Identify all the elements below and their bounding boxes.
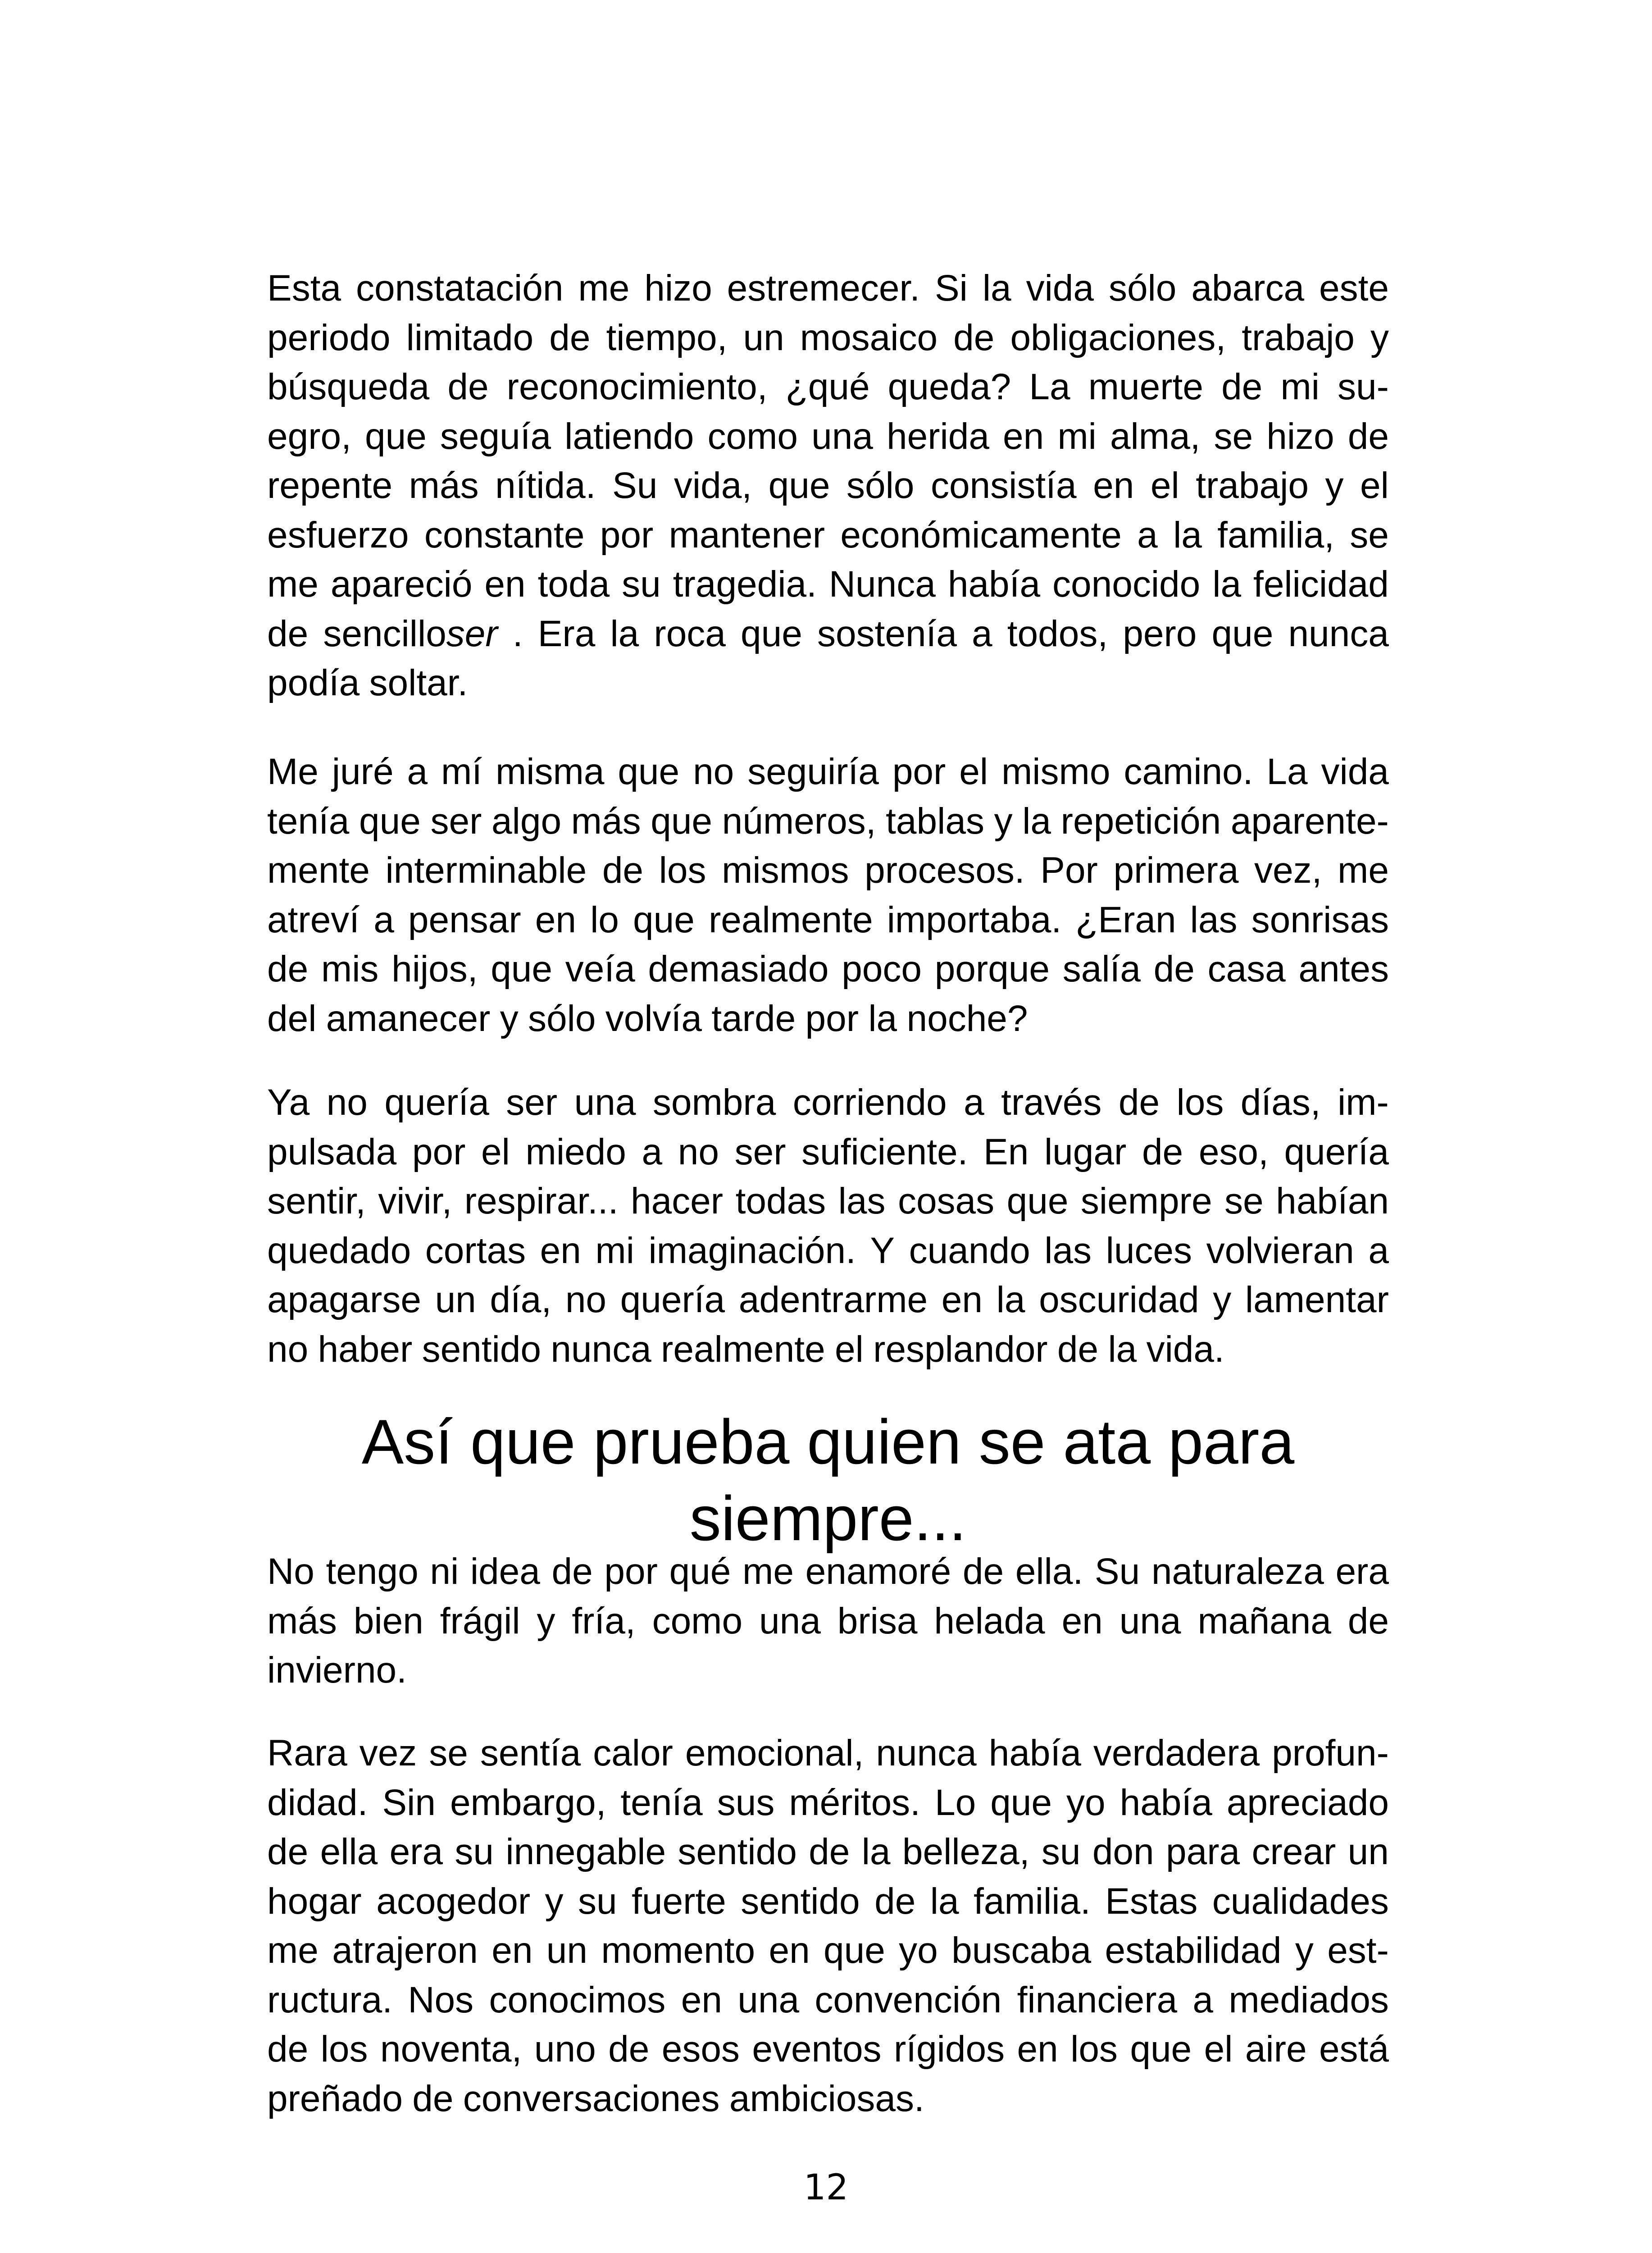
text-line: más bien frágil y fría, como una brisa helada en una mañana de [267, 1600, 1389, 1642]
text-line: Esta constatación me hizo estremecer. Si la vida sólo abarca este [267, 268, 1389, 309]
text-line: mente interminable de los mismos procesos. Por primera vez, me [267, 850, 1389, 891]
page-number: 12 [803, 2167, 849, 2208]
text-line: invierno. [267, 1650, 407, 1691]
text-line: ructura. Nos conocimos en una convención financiera a mediados [267, 1979, 1389, 2020]
text-line: me apareció en toda su tragedia. Nunca había conocido la felicidad [267, 564, 1389, 605]
paragraph-2 [267, 747, 1389, 1043]
text-line: periodo limitado de tiempo, un mosaico de obligaciones, trabajo y [267, 317, 1389, 358]
heading-line: Así que prueba quien se ata para [361, 1406, 1295, 1477]
text-line: podía soltar. [267, 662, 468, 703]
text-line: No tengo ni idea de por qué me enamoré de ella. Su naturaleza era [267, 1551, 1389, 1592]
text-line: me atrajeron en un momento en que yo buscaba estabilidad y est- [267, 1930, 1389, 1971]
text-line: de los noventa, uno de esos eventos rígidos en los que el aire está [267, 2029, 1389, 2070]
text-line: sentir, vivir, respirar... hacer todas las cosas que siempre se habían [267, 1181, 1389, 1222]
text-line: didad. Sin embargo, tenía sus méritos. Lo que yo había apreciado [267, 1782, 1389, 1823]
text-line: hogar acogedor y su fuerte sentido de la familia. Estas cualidades [267, 1880, 1389, 1922]
paragraph-3 [267, 1078, 1389, 1374]
text-line: quedado cortas en mi imaginación. Y cuando las luces volvieran a [267, 1230, 1389, 1271]
text-line: de ella era su innegable sentido de la belleza, su don para crear un [267, 1831, 1389, 1872]
text-line: del amanecer y sólo volvía tarde por la noche? [267, 998, 1028, 1039]
section-heading [267, 1404, 1389, 1557]
paragraph-4 [267, 1547, 1389, 1695]
text-line: repente más nítida. Su vida, que sólo consistía en el trabajo y el [267, 465, 1389, 506]
text-line: tenía que ser algo más que números, tablas y la repetición aparente- [267, 800, 1389, 842]
text-line: de mis hijos, que veía demasiado poco porque salía de casa antes [267, 949, 1389, 990]
text-line: apagarse un día, no quería adentrarme en la oscuridad y lamentar [267, 1279, 1389, 1320]
heading-line: siempre... [689, 1483, 967, 1554]
text-line: de sencilloser . Era la roca que sostenía a todos, pero que nunca [267, 613, 1389, 654]
text-line: egro, que seguía latiendo como una herida en mi alma, se hizo de [267, 415, 1389, 457]
paragraph-1 [267, 264, 1389, 708]
text-line: no haber sentido nunca realmente el resplandor de la vida. [267, 1328, 1224, 1370]
text-line: Me juré a mí misma que no seguiría por el mismo camino. La vida [267, 751, 1389, 792]
text-line: esfuerzo constante por mantener económicamente a la familia, se [267, 514, 1389, 556]
text-line: pulsada por el miedo a no ser suficiente. En lugar de eso, quería [267, 1131, 1389, 1172]
text-line: atreví a pensar en lo que realmente importaba. ¿Eran las sonrisas [267, 899, 1389, 940]
text-line: Rara vez se sentía calor emocional, nunca había verdadera profun- [267, 1733, 1389, 1774]
text-line: Ya no quería ser una sombra corriendo a través de los días, im- [267, 1082, 1389, 1123]
text-line: búsqueda de reconocimiento, ¿qué queda? La muerte de mi su- [267, 366, 1389, 407]
paragraph-5 [267, 1729, 1389, 2123]
text-line: preñado de conversaciones ambiciosas. [267, 2078, 924, 2119]
